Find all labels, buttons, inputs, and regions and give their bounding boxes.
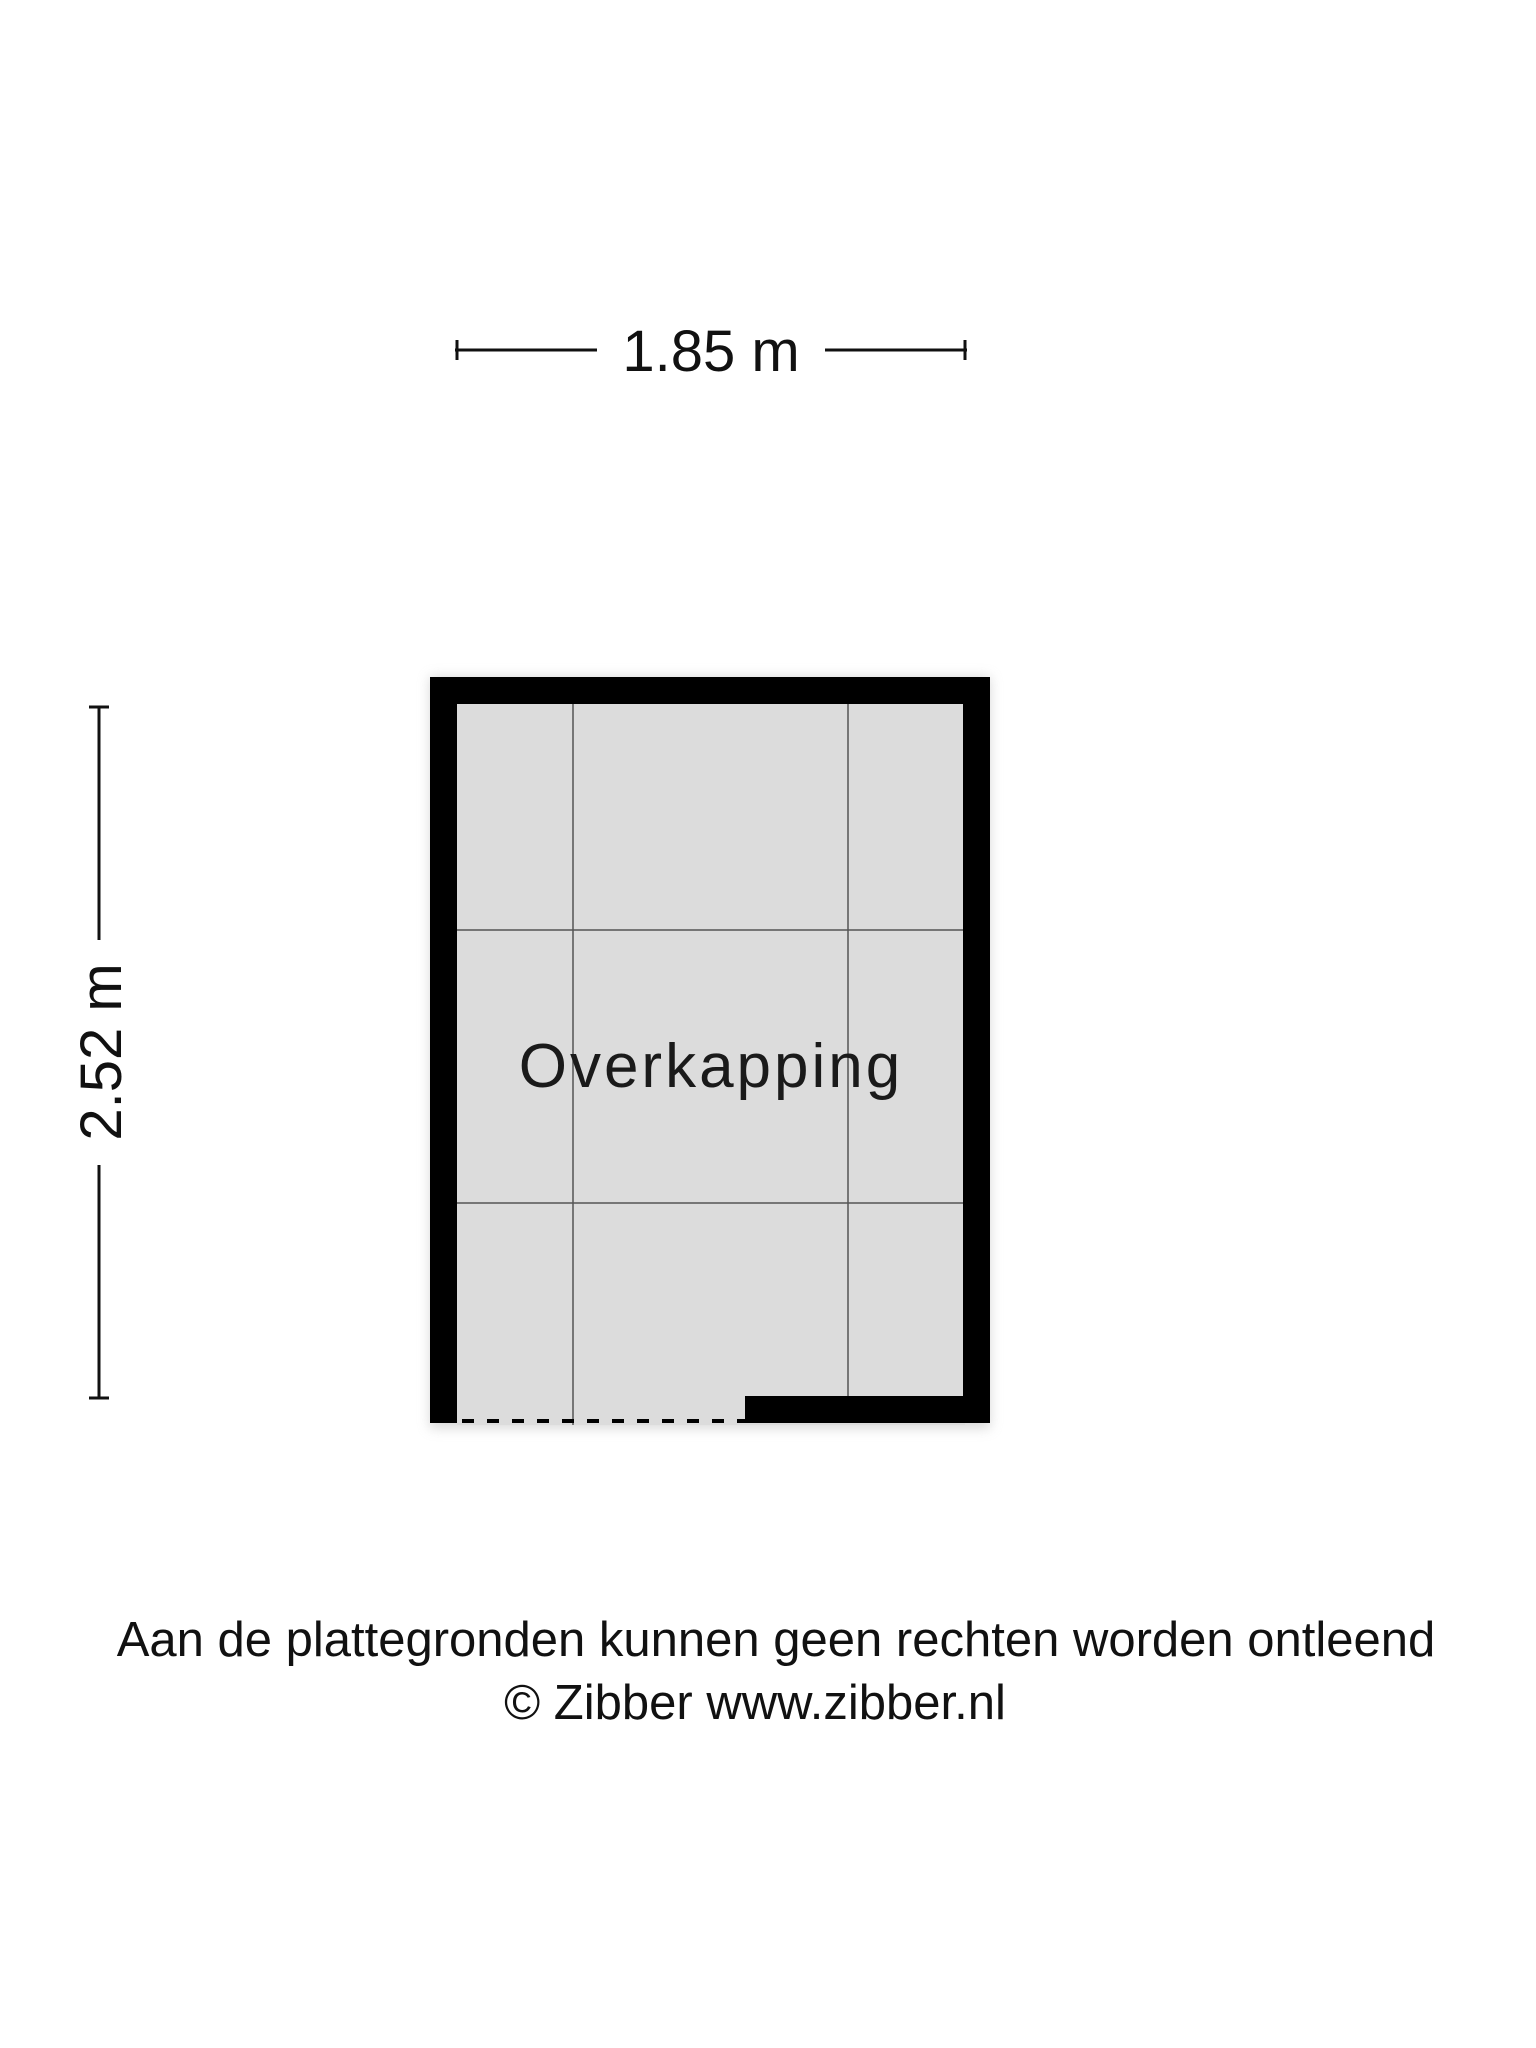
wall-left [430,677,457,1423]
disclaimer-text: Aan de plattegronden kunnen geen rechten worden ontleend [116,1613,1436,1667]
width-dimension-label: 1.85 m [622,319,800,384]
wall-right [963,677,990,1423]
width-dimension [455,319,967,384]
height-dimension-label: 2.52 m [69,963,134,1141]
height-dimension [69,707,134,1398]
wall-top [430,677,990,704]
copyright-text: © Zibber www.zibber.nl [504,1676,1006,1730]
room-label: Overkapping [518,1032,904,1101]
wall-bottom-right [745,1396,990,1423]
